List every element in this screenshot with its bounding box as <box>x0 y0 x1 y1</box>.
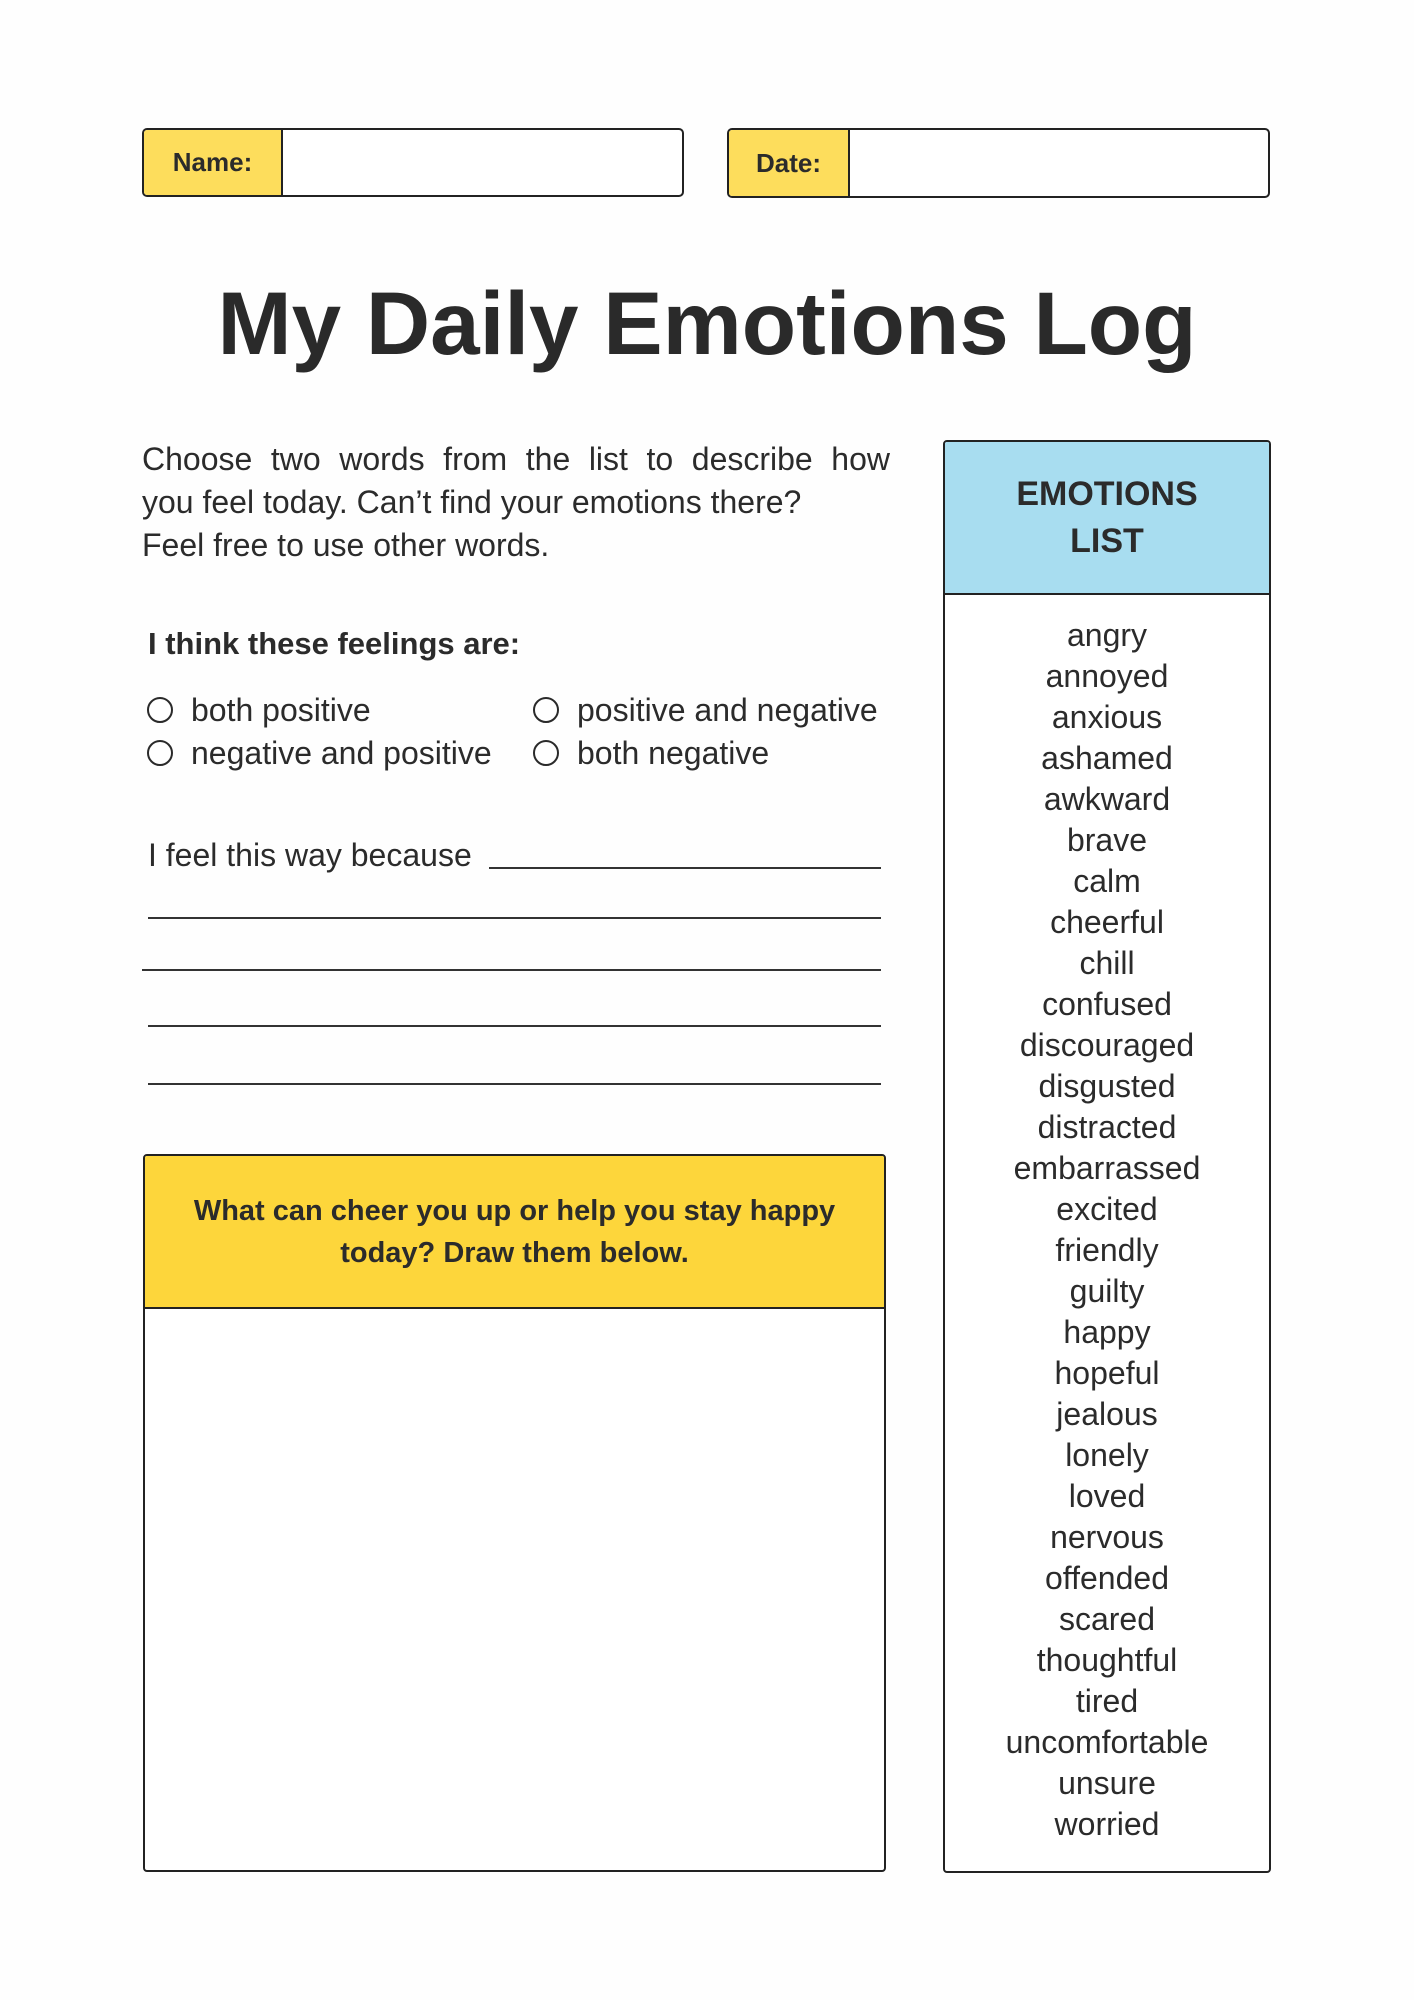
name-label: Name: <box>144 130 283 195</box>
option-both-positive[interactable] <box>147 690 371 730</box>
emotion-item: jealous <box>1056 1396 1158 1432</box>
emotion-item: chill <box>1079 945 1135 981</box>
writing-line[interactable] <box>148 889 881 919</box>
drawing-prompt-line: What can cheer you up or help you stay happy <box>193 1194 836 1227</box>
emotion-item: anxious <box>1051 699 1163 735</box>
emotion-item: cheerful <box>1050 904 1164 940</box>
emotion-item: excited <box>1056 1191 1158 1227</box>
emotion-item: brave <box>1066 822 1148 858</box>
option-label: both positive <box>191 692 371 728</box>
option-both-negative[interactable] <box>533 733 769 773</box>
emotion-item: angry <box>1066 617 1148 653</box>
option-positive-and-negative[interactable] <box>533 690 878 730</box>
emotion-item: happy <box>1063 1314 1151 1350</box>
drawing-area[interactable] <box>145 1309 884 1870</box>
option-label: positive and negative <box>577 692 878 728</box>
emotions-list-title: LIST <box>1070 521 1144 560</box>
emotion-item: guilty <box>1069 1273 1145 1309</box>
option-negative-and-positive[interactable] <box>147 733 492 773</box>
emotion-item: thoughtful <box>1036 1642 1178 1678</box>
radio-circle[interactable] <box>147 740 173 766</box>
name-input[interactable] <box>283 130 682 195</box>
emotions-list-title: EMOTIONS <box>1016 474 1198 513</box>
name-field <box>142 128 684 197</box>
drawing-prompt <box>145 1156 884 1309</box>
date-field <box>727 128 1270 198</box>
emotion-item: tired <box>1075 1683 1139 1719</box>
feelings-heading: I think these feelings are: <box>148 626 521 661</box>
instructions-line: you feel today. Can’t find your emotions there? <box>142 484 802 520</box>
instructions-line: Feel free to use other words. <box>142 527 550 563</box>
emotion-item: disgusted <box>1038 1068 1176 1104</box>
emotion-item: friendly <box>1055 1232 1159 1268</box>
option-label: both negative <box>577 735 770 771</box>
writing-line[interactable] <box>142 941 881 971</box>
emotion-item: embarrassed <box>1013 1150 1201 1186</box>
emotions-list-header <box>945 442 1269 595</box>
emotion-item: offended <box>1045 1560 1169 1596</box>
option-label: negative and positive <box>191 735 492 771</box>
emotion-item: uncomfortable <box>1005 1724 1209 1760</box>
emotion-item: worried <box>1054 1806 1160 1842</box>
radio-circle[interactable] <box>533 697 559 723</box>
drawing-box <box>143 1154 886 1872</box>
date-input[interactable] <box>850 130 1268 196</box>
emotions-list <box>945 595 1269 1845</box>
page-title: My Daily Emotions Log <box>217 273 1197 373</box>
date-label: Date: <box>729 130 850 196</box>
writing-line[interactable] <box>148 1055 881 1085</box>
instructions <box>142 438 890 567</box>
writing-line[interactable] <box>148 997 881 1027</box>
emotion-item: awkward <box>1043 781 1171 817</box>
emotion-item: scared <box>1058 1601 1156 1637</box>
emotion-item: annoyed <box>1045 658 1169 694</box>
emotion-item: lonely <box>1065 1437 1149 1473</box>
emotion-item: unsure <box>1058 1765 1156 1801</box>
instructions-line: Choose two words from the list to describe how <box>142 441 890 477</box>
emotion-item: distracted <box>1037 1109 1177 1145</box>
emotion-item: hopeful <box>1054 1355 1160 1391</box>
emotion-item: ashamed <box>1041 740 1173 776</box>
because-prompt: I feel this way because <box>148 837 472 873</box>
emotion-item: calm <box>1073 863 1141 899</box>
drawing-prompt-line: today? Draw them below. <box>340 1236 689 1269</box>
because-line[interactable] <box>489 839 881 869</box>
emotion-item: confused <box>1042 986 1172 1022</box>
radio-circle[interactable] <box>533 740 559 766</box>
emotions-list-box <box>943 440 1271 1873</box>
radio-circle[interactable] <box>147 697 173 723</box>
emotion-item: loved <box>1068 1478 1146 1514</box>
emotion-item: nervous <box>1050 1519 1164 1555</box>
emotion-item: discouraged <box>1019 1027 1195 1063</box>
